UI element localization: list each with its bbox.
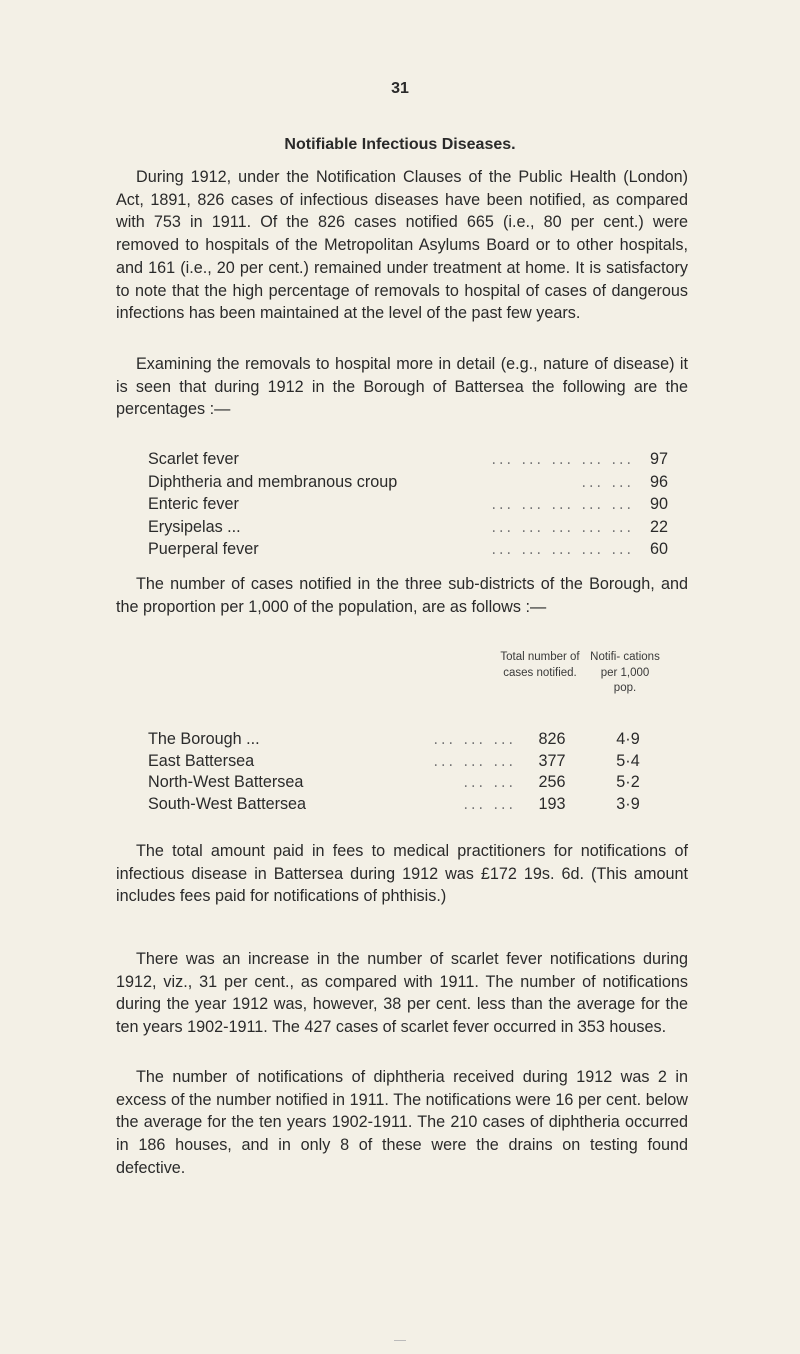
leader-dots: ... ... ... [433, 751, 516, 770]
list-item [148, 473, 668, 496]
table-row [148, 730, 668, 752]
area-name: The Borough ... [148, 730, 260, 748]
rate-per-1000: 3·9 [616, 794, 640, 813]
total-cases: 256 [538, 773, 566, 791]
disease-name: Diphtheria and membranous croup [148, 472, 398, 491]
list-item [148, 518, 668, 541]
leader-dots: ... ... [463, 773, 516, 791]
disease-name: Scarlet fever [148, 450, 239, 468]
paragraph-notifications-summary: During 1912, under the Notification Clauses of the Public Health (London) Act, 1891, 826 cases of infectious diseases have been notified, as compared with 753 in 1911. Of the 826 cases notified 665 (i.e., 80 per cent.) were removed to hospitals of the Metropolitan Asylums Board or to other hospitals, and 161 (i.e., 20 per cent.) remained under treatment at home. It is satisfactory to note that the high percentage of removals to hospital of cases of dangerous infections has been maintained at the level of the past few years. [116, 168, 688, 323]
paragraph-removals-intro: Examining the removals to hospital more in detail (e.g., nature of disease) it is seen that during 1912 in the Borough of Battersea the following are the percentages :— [116, 355, 688, 419]
percentage-value: 96 [649, 472, 668, 491]
column-header-total: Total number of cases notified. [500, 651, 580, 679]
area-name: South-West Battersea [148, 794, 307, 813]
total-cases: 377 [538, 751, 566, 770]
percentage-value: 60 [649, 540, 668, 559]
disease-name: Erysipelas ... [148, 517, 241, 536]
table-row [148, 773, 668, 795]
removals-percentage-list [148, 450, 668, 563]
footer-mark [394, 1340, 406, 1341]
leader-dots: ... ... ... ... ... [491, 450, 634, 468]
paragraph-scarlet-fever: There was an increase in the number of scarlet fever notifications during 1912, viz., 31 per cent., as compared with 1911. The number of notifications during the year 1912 was, however, 38 per cent. less than the average for the ten years 1902-1911. The 427 cases of scarlet fever occurred in 353 houses. [116, 950, 688, 1037]
disease-name: Puerperal fever [148, 540, 259, 559]
column-header-rate: Notifi- cations per 1,000 pop. [590, 651, 660, 694]
leader-dots: ... ... [581, 472, 634, 491]
rate-per-1000: 5·2 [616, 773, 640, 791]
table-row [148, 795, 668, 817]
paragraph-subdistricts-intro: The number of cases notified in the three sub-districts of the Borough, and the proportion per 1,000 of the population, are as follows :— [116, 575, 688, 616]
percentage-value: 97 [649, 450, 668, 468]
total-cases: 193 [538, 794, 566, 813]
table-row [148, 752, 668, 774]
area-name: North-West Battersea [148, 773, 304, 791]
leader-dots: ... ... ... ... ... [491, 517, 634, 536]
subdistricts-table [148, 730, 668, 816]
section-heading: Notifiable Infectious Diseases. [284, 136, 516, 153]
leader-dots: ... ... ... [433, 730, 516, 748]
list-item [148, 540, 668, 563]
list-item [148, 450, 668, 473]
page-number: 31 [391, 80, 409, 97]
area-name: East Battersea [148, 751, 255, 770]
leader-dots: ... ... ... ... ... [491, 540, 634, 559]
rate-per-1000: 5·4 [616, 751, 640, 770]
list-item [148, 495, 668, 518]
percentage-value: 22 [649, 517, 668, 536]
paragraph-fees: The total amount paid in fees to medical practitioners for notifications of infectious disease in Battersea during 1912 was £172 19s. 6d. (This amount includes fees paid for notifications of phthisis.) [116, 842, 688, 906]
rate-per-1000: 4·9 [616, 730, 640, 748]
total-cases: 826 [538, 730, 566, 748]
disease-name: Enteric fever [148, 495, 239, 514]
paragraph-diphtheria: The number of notifications of diphtheria received during 1912 was 2 in excess of the number notified in 1911. The notifications were 16 per cent. below the average for the ten years 1902-1911. The 210 cases of diphtheria occurred in 186 houses, and in only 8 of these were the drains on testing found defective. [116, 1068, 688, 1177]
leader-dots: ... ... ... ... ... [491, 495, 634, 514]
percentage-value: 90 [649, 495, 668, 514]
leader-dots: ... ... [463, 794, 516, 813]
